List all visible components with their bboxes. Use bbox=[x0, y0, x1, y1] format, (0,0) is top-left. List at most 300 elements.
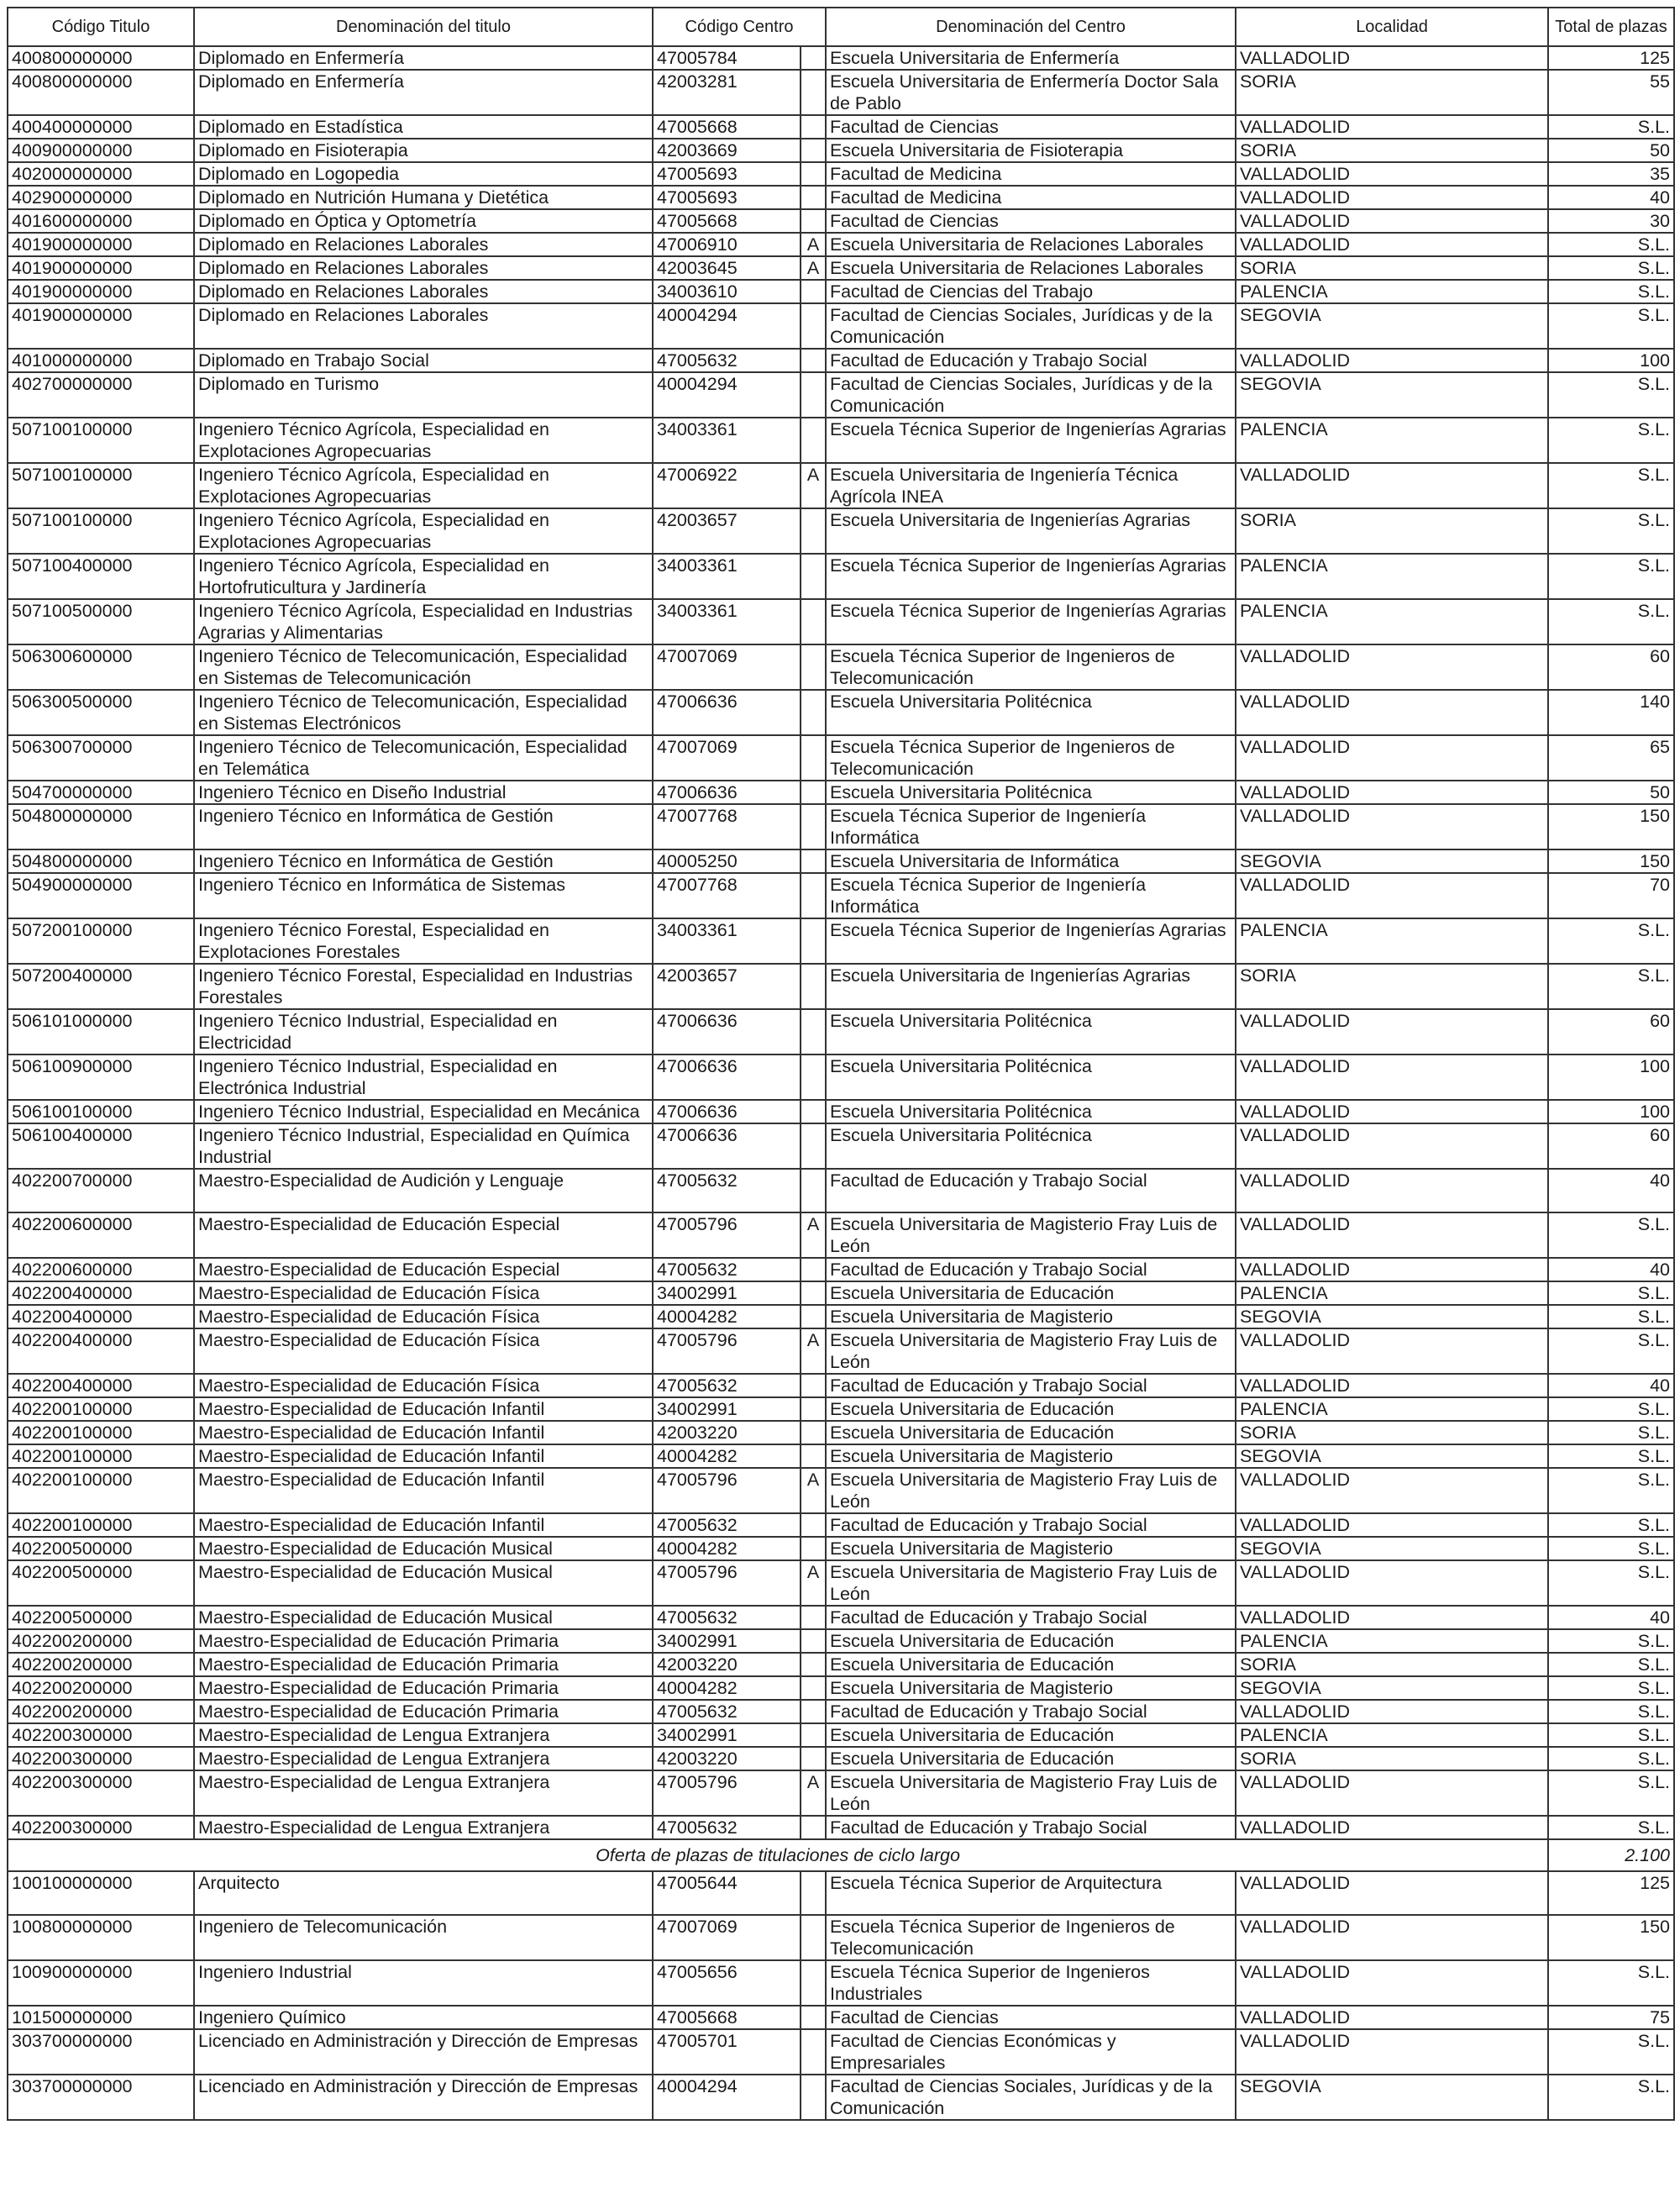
codigo-titulo-cell: 401900000000 bbox=[8, 303, 194, 349]
plazas-cell: S.L. bbox=[1548, 2075, 1674, 2120]
titulo-cell: Ingeniero Técnico Industrial, Especialidad en Mecánica bbox=[194, 1100, 653, 1123]
denominacion-centro-cell: Escuela Universitaria de Ingenierías Agrarias bbox=[826, 508, 1236, 554]
codigo-centro-cell: 47005796 bbox=[653, 1212, 801, 1258]
plazas-cell: S.L. bbox=[1548, 280, 1674, 303]
table-row bbox=[8, 70, 1674, 115]
codigo-titulo-cell: 504900000000 bbox=[8, 873, 194, 918]
codigo-titulo-cell: 402200400000 bbox=[8, 1281, 194, 1305]
centro-flag-cell: A bbox=[801, 233, 826, 256]
codigo-centro-cell: 47005668 bbox=[653, 2006, 801, 2029]
plazas-cell: S.L. bbox=[1548, 1537, 1674, 1560]
localidad-cell: VALLADOLID bbox=[1236, 162, 1548, 186]
centro-flag-cell bbox=[801, 1653, 826, 1676]
codigo-centro-cell: 42003645 bbox=[653, 256, 801, 280]
titulo-cell: Ingeniero Técnico Agrícola, Especialidad en Explotaciones Agropecuarias bbox=[194, 508, 653, 554]
codigo-titulo-cell: 402200300000 bbox=[8, 1747, 194, 1770]
codigo-titulo-cell: 402200600000 bbox=[8, 1258, 194, 1281]
codigo-titulo-cell: 506100400000 bbox=[8, 1123, 194, 1169]
titulo-cell: Diplomado en Estadística bbox=[194, 115, 653, 139]
denominacion-centro-cell: Escuela Universitaria de Fisioterapia bbox=[826, 139, 1236, 162]
table-row bbox=[8, 1305, 1674, 1328]
plazas-cell: S.L. bbox=[1548, 1444, 1674, 1468]
localidad-cell: SEGOVIA bbox=[1236, 303, 1548, 349]
codigo-titulo-cell: 507200100000 bbox=[8, 918, 194, 964]
table-row bbox=[8, 1537, 1674, 1560]
titulo-cell: Maestro-Especialidad de Educación Especial bbox=[194, 1212, 653, 1258]
localidad-cell: VALLADOLID bbox=[1236, 1169, 1548, 1212]
centro-flag-cell bbox=[801, 349, 826, 372]
codigo-centro-cell: 42003657 bbox=[653, 964, 801, 1009]
titulo-cell: Ingeniero Técnico Industrial, Especialidad en Electrónica Industrial bbox=[194, 1055, 653, 1100]
denominacion-centro-cell: Escuela Universitaria de Ingenierías Agrarias bbox=[826, 964, 1236, 1009]
codigo-titulo-cell: 507100100000 bbox=[8, 463, 194, 508]
table-row bbox=[8, 849, 1674, 873]
localidad-cell: SORIA bbox=[1236, 70, 1548, 115]
table-body-section-1 bbox=[8, 46, 1674, 1839]
codigo-titulo-cell: 303700000000 bbox=[8, 2075, 194, 2120]
localidad-cell: VALLADOLID bbox=[1236, 1258, 1548, 1281]
codigo-centro-cell: 34002991 bbox=[653, 1629, 801, 1653]
titulo-cell: Diplomado en Trabajo Social bbox=[194, 349, 653, 372]
table-row bbox=[8, 1915, 1674, 1960]
titulo-cell: Ingeniero Industrial bbox=[194, 1960, 653, 2006]
titulo-cell: Ingeniero Químico bbox=[194, 2006, 653, 2029]
table-row bbox=[8, 1374, 1674, 1397]
denominacion-centro-cell: Escuela Universitaria de Enfermería Doctor Sala de Pablo bbox=[826, 70, 1236, 115]
summary-section bbox=[8, 1839, 1674, 1871]
plazas-cell: S.L. bbox=[1548, 1513, 1674, 1537]
denominacion-centro-cell: Escuela Universitaria de Magisterio Fray Luis de León bbox=[826, 1770, 1236, 1816]
denominacion-centro-cell: Facultad de Educación y Trabajo Social bbox=[826, 1258, 1236, 1281]
localidad-cell: VALLADOLID bbox=[1236, 1816, 1548, 1839]
centro-flag-cell bbox=[801, 1305, 826, 1328]
plazas-cell: 150 bbox=[1548, 804, 1674, 849]
codigo-titulo-cell: 506300700000 bbox=[8, 735, 194, 781]
table-row bbox=[8, 1653, 1674, 1676]
titulo-cell: Maestro-Especialidad de Audición y Lenguaje bbox=[194, 1169, 653, 1212]
codigo-centro-cell: 40004294 bbox=[653, 303, 801, 349]
centro-flag-cell: A bbox=[801, 1468, 826, 1513]
codigo-titulo-cell: 401900000000 bbox=[8, 256, 194, 280]
centro-flag-cell: A bbox=[801, 463, 826, 508]
denominacion-centro-cell: Escuela Universitaria Politécnica bbox=[826, 690, 1236, 735]
table-row bbox=[8, 1960, 1674, 2006]
denominacion-centro-cell: Escuela Universitaria Politécnica bbox=[826, 1100, 1236, 1123]
localidad-cell: SEGOVIA bbox=[1236, 2075, 1548, 2120]
table-row bbox=[8, 1009, 1674, 1055]
codigo-titulo-cell: 402200500000 bbox=[8, 1560, 194, 1606]
codigo-titulo-cell: 507100100000 bbox=[8, 418, 194, 463]
titulo-cell: Maestro-Especialidad de Lengua Extranjera bbox=[194, 1770, 653, 1816]
codigo-centro-cell: 34003361 bbox=[653, 554, 801, 599]
denominacion-centro-cell: Escuela Universitaria de Magisterio bbox=[826, 1537, 1236, 1560]
titulo-cell: Diplomado en Óptica y Optometría bbox=[194, 209, 653, 233]
table-row bbox=[8, 1770, 1674, 1816]
titulo-cell: Maestro-Especialidad de Educación Primaria bbox=[194, 1653, 653, 1676]
plazas-cell: S.L. bbox=[1548, 599, 1674, 644]
denominacion-centro-cell: Facultad de Medicina bbox=[826, 186, 1236, 209]
plazas-cell: 125 bbox=[1548, 46, 1674, 70]
codigo-centro-cell: 40004282 bbox=[653, 1305, 801, 1328]
header-codigo-centro: Código Centro bbox=[653, 8, 826, 46]
summary-row bbox=[8, 1839, 1674, 1871]
titulo-cell: Maestro-Especialidad de Educación Infantil bbox=[194, 1397, 653, 1421]
plazas-cell: S.L. bbox=[1548, 1212, 1674, 1258]
codigo-titulo-cell: 402200300000 bbox=[8, 1770, 194, 1816]
localidad-cell: SORIA bbox=[1236, 256, 1548, 280]
table-row bbox=[8, 139, 1674, 162]
denominacion-centro-cell: Facultad de Educación y Trabajo Social bbox=[826, 1816, 1236, 1839]
codigo-titulo-cell: 402900000000 bbox=[8, 186, 194, 209]
localidad-cell: SEGOVIA bbox=[1236, 1676, 1548, 1700]
denominacion-centro-cell: Facultad de Ciencias Sociales, Jurídicas y de la Comunicación bbox=[826, 2075, 1236, 2120]
plazas-cell: S.L. bbox=[1548, 554, 1674, 599]
titulo-cell: Maestro-Especialidad de Educación Infantil bbox=[194, 1468, 653, 1513]
header-codigo-titulo: Código Titulo bbox=[8, 8, 194, 46]
localidad-cell: VALLADOLID bbox=[1236, 463, 1548, 508]
codigo-centro-cell: 47005784 bbox=[653, 46, 801, 70]
denominacion-centro-cell: Escuela Técnica Superior de Ingenieros de Telecomunicación bbox=[826, 735, 1236, 781]
table-row bbox=[8, 115, 1674, 139]
centro-flag-cell bbox=[801, 781, 826, 804]
plazas-cell: S.L. bbox=[1548, 918, 1674, 964]
table-row bbox=[8, 804, 1674, 849]
denominacion-centro-cell: Facultad de Ciencias bbox=[826, 2006, 1236, 2029]
titulo-cell: Ingeniero Técnico Agrícola, Especialidad en Explotaciones Agropecuarias bbox=[194, 418, 653, 463]
codigo-titulo-cell: 400800000000 bbox=[8, 70, 194, 115]
localidad-cell: VALLADOLID bbox=[1236, 644, 1548, 690]
codigo-centro-cell: 47006636 bbox=[653, 1009, 801, 1055]
centro-flag-cell bbox=[801, 1747, 826, 1770]
denominacion-centro-cell: Escuela Técnica Superior de Ingenieros de Telecomunicación bbox=[826, 1915, 1236, 1960]
codigo-centro-cell: 42003669 bbox=[653, 139, 801, 162]
plazas-cell: S.L. bbox=[1548, 1305, 1674, 1328]
plazas-cell: S.L. bbox=[1548, 233, 1674, 256]
denominacion-centro-cell: Escuela Universitaria de Magisterio Fray Luis de León bbox=[826, 1560, 1236, 1606]
codigo-titulo-cell: 504700000000 bbox=[8, 781, 194, 804]
titulo-cell: Arquitecto bbox=[194, 1871, 653, 1915]
titulo-cell: Diplomado en Relaciones Laborales bbox=[194, 256, 653, 280]
centro-flag-cell bbox=[801, 280, 826, 303]
codigo-centro-cell: 47007768 bbox=[653, 804, 801, 849]
localidad-cell: VALLADOLID bbox=[1236, 46, 1548, 70]
codigo-centro-cell: 47005632 bbox=[653, 1374, 801, 1397]
centro-flag-cell bbox=[801, 1629, 826, 1653]
codigo-titulo-cell: 402200700000 bbox=[8, 1169, 194, 1212]
codigo-titulo-cell: 506100100000 bbox=[8, 1100, 194, 1123]
plazas-cell: 100 bbox=[1548, 1100, 1674, 1123]
table-row bbox=[8, 1629, 1674, 1653]
localidad-cell: SORIA bbox=[1236, 1747, 1548, 1770]
denominacion-centro-cell: Escuela Universitaria de Magisterio Fray Luis de León bbox=[826, 1468, 1236, 1513]
codigo-titulo-cell: 507100100000 bbox=[8, 508, 194, 554]
plazas-cell: S.L. bbox=[1548, 418, 1674, 463]
plazas-cell: S.L. bbox=[1548, 1560, 1674, 1606]
table-row bbox=[8, 1560, 1674, 1606]
plazas-cell: 40 bbox=[1548, 186, 1674, 209]
localidad-cell: VALLADOLID bbox=[1236, 873, 1548, 918]
codigo-titulo-cell: 507200400000 bbox=[8, 964, 194, 1009]
table-row bbox=[8, 1816, 1674, 1839]
titulo-cell: Ingeniero de Telecomunicación bbox=[194, 1915, 653, 1960]
summary-label: Oferta de plazas de titulaciones de ciclo largo bbox=[8, 1839, 1548, 1871]
plazas-cell: 40 bbox=[1548, 1606, 1674, 1629]
localidad-cell: PALENCIA bbox=[1236, 599, 1548, 644]
codigo-titulo-cell: 402200400000 bbox=[8, 1374, 194, 1397]
codigo-titulo-cell: 506300600000 bbox=[8, 644, 194, 690]
denominacion-centro-cell: Escuela Técnica Superior de Ingenieros de Telecomunicación bbox=[826, 644, 1236, 690]
centro-flag-cell bbox=[801, 139, 826, 162]
centro-flag-cell bbox=[801, 46, 826, 70]
table-row bbox=[8, 463, 1674, 508]
centro-flag-cell bbox=[801, 849, 826, 873]
codigo-centro-cell: 47005693 bbox=[653, 162, 801, 186]
codigo-centro-cell: 34003361 bbox=[653, 599, 801, 644]
localidad-cell: SEGOVIA bbox=[1236, 1305, 1548, 1328]
plazas-cell: S.L. bbox=[1548, 1397, 1674, 1421]
localidad-cell: VALLADOLID bbox=[1236, 115, 1548, 139]
codigo-centro-cell: 40005250 bbox=[653, 849, 801, 873]
plazas-cell: S.L. bbox=[1548, 1421, 1674, 1444]
centro-flag-cell bbox=[801, 2029, 826, 2075]
centro-flag-cell bbox=[801, 1374, 826, 1397]
codigo-titulo-cell: 400900000000 bbox=[8, 139, 194, 162]
table-row bbox=[8, 1421, 1674, 1444]
titulo-cell: Maestro-Especialidad de Educación Primaria bbox=[194, 1700, 653, 1723]
plazas-cell: 100 bbox=[1548, 349, 1674, 372]
table-header-row bbox=[8, 8, 1674, 46]
denominacion-centro-cell: Escuela Universitaria de Educación bbox=[826, 1747, 1236, 1770]
titulo-cell: Ingeniero Técnico Agrícola, Especialidad en Explotaciones Agropecuarias bbox=[194, 463, 653, 508]
centro-flag-cell bbox=[801, 554, 826, 599]
titulo-cell: Diplomado en Turismo bbox=[194, 372, 653, 418]
titulo-cell: Maestro-Especialidad de Educación Física bbox=[194, 1328, 653, 1374]
codigo-titulo-cell: 401900000000 bbox=[8, 233, 194, 256]
localidad-cell: VALLADOLID bbox=[1236, 1009, 1548, 1055]
codigo-centro-cell: 34003361 bbox=[653, 418, 801, 463]
denominacion-centro-cell: Escuela Universitaria de Enfermería bbox=[826, 46, 1236, 70]
summary-total: 2.100 bbox=[1548, 1839, 1674, 1871]
titulo-cell: Ingeniero Técnico en Informática de Gestión bbox=[194, 804, 653, 849]
codigo-titulo-cell: 402200300000 bbox=[8, 1816, 194, 1839]
centro-flag-cell bbox=[801, 1100, 826, 1123]
plazas-cell: S.L. bbox=[1548, 508, 1674, 554]
table-row bbox=[8, 918, 1674, 964]
codigo-titulo-cell: 402200200000 bbox=[8, 1653, 194, 1676]
localidad-cell: VALLADOLID bbox=[1236, 186, 1548, 209]
plazas-cell: 150 bbox=[1548, 1915, 1674, 1960]
plazas-cell: S.L. bbox=[1548, 1676, 1674, 1700]
localidad-cell: SEGOVIA bbox=[1236, 849, 1548, 873]
centro-flag-cell bbox=[801, 1816, 826, 1839]
localidad-cell: VALLADOLID bbox=[1236, 735, 1548, 781]
plazas-cell: 50 bbox=[1548, 139, 1674, 162]
plazas-cell: 50 bbox=[1548, 781, 1674, 804]
denominacion-centro-cell: Escuela Técnica Superior de Ingenierías Agrarias bbox=[826, 418, 1236, 463]
table-row bbox=[8, 1281, 1674, 1305]
titulo-cell: Ingeniero Técnico en Informática de Gestión bbox=[194, 849, 653, 873]
titulo-cell: Maestro-Especialidad de Educación Física bbox=[194, 1374, 653, 1397]
table-row bbox=[8, 349, 1674, 372]
codigo-titulo-cell: 401000000000 bbox=[8, 349, 194, 372]
codigo-centro-cell: 40004282 bbox=[653, 1676, 801, 1700]
plazas-cell: S.L. bbox=[1548, 372, 1674, 418]
centro-flag-cell: A bbox=[801, 1560, 826, 1606]
codigo-centro-cell: 47007768 bbox=[653, 873, 801, 918]
denominacion-centro-cell: Escuela Técnica Superior de Ingeniería Informática bbox=[826, 804, 1236, 849]
centro-flag-cell bbox=[801, 186, 826, 209]
plazas-cell: S.L. bbox=[1548, 1281, 1674, 1305]
codigo-titulo-cell: 506100900000 bbox=[8, 1055, 194, 1100]
localidad-cell: PALENCIA bbox=[1236, 918, 1548, 964]
titulo-cell: Ingeniero Técnico de Telecomunicación, Especialidad en Telemática bbox=[194, 735, 653, 781]
codigo-centro-cell: 47005668 bbox=[653, 209, 801, 233]
localidad-cell: SORIA bbox=[1236, 508, 1548, 554]
codigo-centro-cell: 34002991 bbox=[653, 1723, 801, 1747]
codigo-titulo-cell: 400400000000 bbox=[8, 115, 194, 139]
codigo-centro-cell: 40004294 bbox=[653, 372, 801, 418]
plazas-cell: S.L. bbox=[1548, 1723, 1674, 1747]
localidad-cell: VALLADOLID bbox=[1236, 1700, 1548, 1723]
table-row bbox=[8, 644, 1674, 690]
table-row bbox=[8, 1212, 1674, 1258]
centro-flag-cell bbox=[801, 70, 826, 115]
localidad-cell: VALLADOLID bbox=[1236, 1770, 1548, 1816]
codigo-centro-cell: 47005796 bbox=[653, 1560, 801, 1606]
titulo-cell: Maestro-Especialidad de Educación Especial bbox=[194, 1258, 653, 1281]
centro-flag-cell bbox=[801, 1444, 826, 1468]
codigo-titulo-cell: 402200500000 bbox=[8, 1606, 194, 1629]
plazas-table bbox=[7, 7, 1675, 2121]
titulo-cell: Maestro-Especialidad de Educación Musical bbox=[194, 1606, 653, 1629]
table-row bbox=[8, 303, 1674, 349]
centro-flag-cell bbox=[801, 1700, 826, 1723]
codigo-centro-cell: 47007069 bbox=[653, 1915, 801, 1960]
denominacion-centro-cell: Escuela Universitaria de Educación bbox=[826, 1281, 1236, 1305]
localidad-cell: VALLADOLID bbox=[1236, 1915, 1548, 1960]
codigo-centro-cell: 47005796 bbox=[653, 1468, 801, 1513]
denominacion-centro-cell: Escuela Universitaria de Ingeniería Técnica Agrícola INEA bbox=[826, 463, 1236, 508]
titulo-cell: Ingeniero Técnico de Telecomunicación, Especialidad en Sistemas de Telecomunicación bbox=[194, 644, 653, 690]
table-row bbox=[8, 2029, 1674, 2075]
codigo-titulo-cell: 402200200000 bbox=[8, 1676, 194, 1700]
codigo-centro-cell: 47005796 bbox=[653, 1770, 801, 1816]
localidad-cell: VALLADOLID bbox=[1236, 1513, 1548, 1537]
localidad-cell: VALLADOLID bbox=[1236, 1960, 1548, 2006]
titulo-cell: Ingeniero Técnico Industrial, Especialidad en Electricidad bbox=[194, 1009, 653, 1055]
denominacion-centro-cell: Escuela Universitaria Politécnica bbox=[826, 781, 1236, 804]
codigo-titulo-cell: 402200300000 bbox=[8, 1723, 194, 1747]
codigo-centro-cell: 40004294 bbox=[653, 2075, 801, 2120]
codigo-titulo-cell: 402200500000 bbox=[8, 1537, 194, 1560]
titulo-cell: Maestro-Especialidad de Lengua Extranjera bbox=[194, 1816, 653, 1839]
plazas-cell: 40 bbox=[1548, 1169, 1674, 1212]
denominacion-centro-cell: Escuela Universitaria de Informática bbox=[826, 849, 1236, 873]
centro-flag-cell bbox=[801, 918, 826, 964]
table-row bbox=[8, 372, 1674, 418]
codigo-centro-cell: 47005796 bbox=[653, 1328, 801, 1374]
table-row bbox=[8, 46, 1674, 70]
plazas-cell: S.L. bbox=[1548, 1960, 1674, 2006]
codigo-titulo-cell: 402200100000 bbox=[8, 1421, 194, 1444]
plazas-cell: S.L. bbox=[1548, 1747, 1674, 1770]
titulo-cell: Diplomado en Relaciones Laborales bbox=[194, 280, 653, 303]
table-row bbox=[8, 233, 1674, 256]
plazas-cell: S.L. bbox=[1548, 256, 1674, 280]
table-row bbox=[8, 1444, 1674, 1468]
denominacion-centro-cell: Escuela Universitaria de Educación bbox=[826, 1723, 1236, 1747]
codigo-centro-cell: 34003610 bbox=[653, 280, 801, 303]
titulo-cell: Ingeniero Técnico Forestal, Especialidad en Explotaciones Forestales bbox=[194, 918, 653, 964]
centro-flag-cell bbox=[801, 508, 826, 554]
centro-flag-cell bbox=[801, 1169, 826, 1212]
localidad-cell: PALENCIA bbox=[1236, 280, 1548, 303]
plazas-cell: S.L. bbox=[1548, 1328, 1674, 1374]
codigo-titulo-cell: 402200100000 bbox=[8, 1468, 194, 1513]
centro-flag-cell bbox=[801, 1281, 826, 1305]
codigo-centro-cell: 47006636 bbox=[653, 1123, 801, 1169]
plazas-cell: 60 bbox=[1548, 644, 1674, 690]
codigo-centro-cell: 40004282 bbox=[653, 1537, 801, 1560]
titulo-cell: Diplomado en Enfermería bbox=[194, 70, 653, 115]
localidad-cell: VALLADOLID bbox=[1236, 1468, 1548, 1513]
codigo-titulo-cell: 506101000000 bbox=[8, 1009, 194, 1055]
plazas-cell: 40 bbox=[1548, 1374, 1674, 1397]
denominacion-centro-cell: Escuela Técnica Superior de Ingeniería Informática bbox=[826, 873, 1236, 918]
table-row bbox=[8, 2006, 1674, 2029]
titulo-cell: Maestro-Especialidad de Lengua Extranjera bbox=[194, 1723, 653, 1747]
denominacion-centro-cell: Escuela Universitaria de Magisterio Fray Luis de León bbox=[826, 1328, 1236, 1374]
denominacion-centro-cell: Facultad de Ciencias bbox=[826, 209, 1236, 233]
table-row bbox=[8, 1700, 1674, 1723]
denominacion-centro-cell: Facultad de Educación y Trabajo Social bbox=[826, 349, 1236, 372]
denominacion-centro-cell: Escuela Universitaria Politécnica bbox=[826, 1123, 1236, 1169]
plazas-cell: 75 bbox=[1548, 2006, 1674, 2029]
codigo-titulo-cell: 402200200000 bbox=[8, 1629, 194, 1653]
plazas-cell: S.L. bbox=[1548, 1700, 1674, 1723]
localidad-cell: SEGOVIA bbox=[1236, 1537, 1548, 1560]
codigo-titulo-cell: 402200100000 bbox=[8, 1513, 194, 1537]
denominacion-centro-cell: Facultad de Educación y Trabajo Social bbox=[826, 1700, 1236, 1723]
table-row bbox=[8, 1468, 1674, 1513]
codigo-centro-cell: 42003657 bbox=[653, 508, 801, 554]
table-row bbox=[8, 873, 1674, 918]
table-row bbox=[8, 964, 1674, 1009]
denominacion-centro-cell: Escuela Universitaria de Educación bbox=[826, 1653, 1236, 1676]
titulo-cell: Diplomado en Relaciones Laborales bbox=[194, 233, 653, 256]
denominacion-centro-cell: Facultad de Ciencias Económicas y Empresariales bbox=[826, 2029, 1236, 2075]
codigo-centro-cell: 42003281 bbox=[653, 70, 801, 115]
codigo-titulo-cell: 402200100000 bbox=[8, 1397, 194, 1421]
centro-flag-cell bbox=[801, 1537, 826, 1560]
table-row bbox=[8, 508, 1674, 554]
codigo-centro-cell: 47005632 bbox=[653, 1816, 801, 1839]
codigo-titulo-cell: 402200400000 bbox=[8, 1328, 194, 1374]
titulo-cell: Ingeniero Técnico Industrial, Especialidad en Química Industrial bbox=[194, 1123, 653, 1169]
codigo-centro-cell: 47006636 bbox=[653, 781, 801, 804]
codigo-titulo-cell: 100900000000 bbox=[8, 1960, 194, 2006]
codigo-titulo-cell: 303700000000 bbox=[8, 2029, 194, 2075]
plazas-cell: 100 bbox=[1548, 1055, 1674, 1100]
titulo-cell: Maestro-Especialidad de Educación Primaria bbox=[194, 1676, 653, 1700]
denominacion-centro-cell: Escuela Técnica Superior de Ingenierías Agrarias bbox=[826, 599, 1236, 644]
localidad-cell: SEGOVIA bbox=[1236, 372, 1548, 418]
titulo-cell: Ingeniero Técnico Agrícola, Especialidad en Industrias Agrarias y Alimentarias bbox=[194, 599, 653, 644]
codigo-titulo-cell: 507100400000 bbox=[8, 554, 194, 599]
localidad-cell: VALLADOLID bbox=[1236, 781, 1548, 804]
centro-flag-cell bbox=[801, 1421, 826, 1444]
plazas-cell: S.L. bbox=[1548, 115, 1674, 139]
